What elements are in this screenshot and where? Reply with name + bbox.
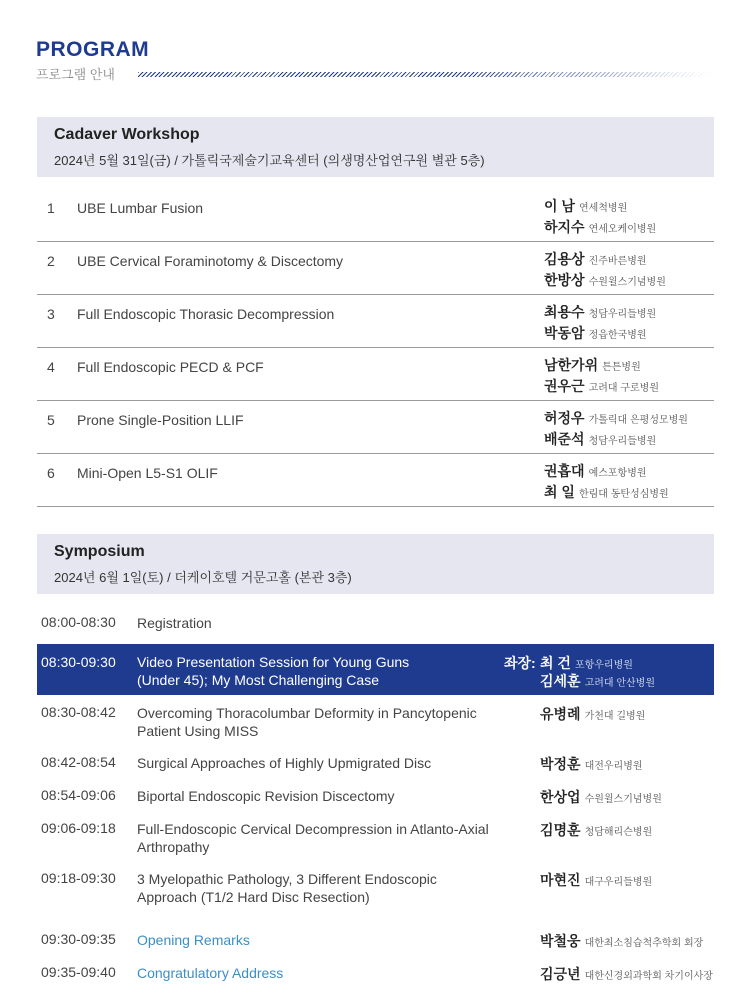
- session-time: 09:06-09:18: [41, 820, 116, 836]
- instructor: [544, 217, 656, 237]
- row-topic: Full Endoscopic Thorasic Decompression: [77, 306, 335, 322]
- row-number: 3: [47, 306, 55, 322]
- session-topic-line: Video Presentation Session for Young Guns: [137, 654, 410, 670]
- instructor: [544, 482, 669, 502]
- speaker-name: 박정훈: [540, 756, 581, 772]
- instructor-affiliation: 정읍한국병원: [588, 330, 647, 341]
- speaker-affiliation: 대전우리병원: [584, 761, 643, 772]
- row-topic: Full Endoscopic PECD & PCF: [77, 359, 264, 375]
- workshop-row: [37, 188, 714, 242]
- instructor-affiliation: 예스포항병원: [588, 468, 647, 479]
- instructor-name: 권우근: [544, 378, 585, 394]
- speaker-name: 한상업: [540, 789, 581, 805]
- instructor: [544, 196, 627, 216]
- speaker-affiliation: 가천대 길병원: [584, 711, 646, 722]
- session-topic: 3 Myelopathic Pathology, 3 Different Endoscopic Approach (T1/2 Hard Disc Resection): [137, 871, 437, 905]
- chair-affiliation: 고려대 안산병원: [584, 678, 655, 689]
- symposium-header: [37, 534, 714, 594]
- workshop-row: [37, 294, 714, 348]
- chair-affiliation: 포항우리병원: [574, 660, 633, 671]
- speaker: [540, 787, 662, 807]
- chairperson: [540, 653, 633, 673]
- page-subtitle: 프로그램 안내: [36, 67, 115, 82]
- symposium-title: Symposium: [54, 543, 145, 560]
- session-topic: Opening Remarks: [137, 932, 250, 948]
- instructor: [544, 302, 656, 322]
- header-divider: [138, 72, 714, 77]
- session-time: 09:35-09:40: [41, 964, 116, 980]
- workshop-row: [37, 241, 714, 295]
- speaker: [540, 964, 713, 984]
- session-topic-line: (Under 45); My Most Challenging Case: [137, 672, 379, 688]
- session-topic: Full-Endoscopic Cervical Decompression in Atlanto-Axial Arthropathy: [137, 821, 489, 855]
- speaker-name: 마현진: [540, 872, 581, 888]
- row-number: 4: [47, 359, 55, 375]
- workshop-row: [37, 400, 714, 454]
- session-topic: Overcoming Thoracolumbar Deformity in Pancytopenic Patient Using MISS: [137, 705, 477, 739]
- instructor-name: 배준석: [544, 431, 585, 447]
- speaker-affiliation: 대구우리들병원: [584, 877, 653, 888]
- speaker-affiliation: 대한신경외과학회 차기이사장: [584, 971, 713, 982]
- instructor-name: 김용상: [544, 251, 585, 267]
- instructor-name: 박동암: [544, 325, 585, 341]
- instructor: [544, 376, 659, 396]
- row-topic: Prone Single-Position LLIF: [77, 412, 244, 428]
- session-time: 09:18-09:30: [41, 870, 116, 886]
- instructor-affiliation: 청담우리들병원: [588, 309, 657, 320]
- session-time: 08:30-09:30: [41, 654, 116, 670]
- instructor: [544, 408, 688, 428]
- instructor: [544, 429, 656, 449]
- speaker: [540, 820, 652, 840]
- instructor: [544, 270, 666, 290]
- instructor: [544, 355, 641, 375]
- workshop-header: [37, 117, 714, 177]
- instructor-affiliation: 튼튼병원: [602, 362, 641, 373]
- speaker-affiliation: 수원윌스기념병원: [584, 794, 662, 805]
- session-time: 08:54-09:06: [41, 787, 116, 803]
- workshop-row: [37, 453, 714, 507]
- speaker-name: 김긍년: [540, 966, 581, 982]
- speaker-affiliation: 청담해리슨병원: [584, 827, 653, 838]
- instructor-name: 남한가위: [544, 357, 599, 373]
- workshop-row: [37, 347, 714, 401]
- instructor-affiliation: 연세척병원: [578, 203, 628, 214]
- instructor-affiliation: 진주바른병원: [588, 256, 647, 267]
- row-topic: UBE Lumbar Fusion: [77, 200, 204, 216]
- instructor: [544, 461, 647, 481]
- speaker: [540, 931, 703, 951]
- speaker: [540, 754, 643, 774]
- page-title: PROGRAM: [36, 38, 150, 61]
- instructor-affiliation: 한림대 동탄성심병원: [578, 489, 669, 500]
- speaker-affiliation: 대한최소침습척추학회 회장: [584, 938, 704, 949]
- session-topic: Registration: [137, 615, 212, 631]
- speaker-name: 박철웅: [540, 933, 581, 949]
- instructor-name: 하지수: [544, 219, 585, 235]
- chair-name: 최 건: [540, 655, 571, 671]
- instructor-affiliation: 연세오케이병원: [588, 224, 657, 235]
- instructor-name: 최 일: [544, 484, 575, 500]
- speaker: [540, 704, 645, 724]
- speaker-name: 김명훈: [540, 822, 581, 838]
- row-number: 6: [47, 465, 55, 481]
- session-time: 08:30-08:42: [41, 704, 116, 720]
- chair-name: 김세훈: [540, 673, 581, 689]
- row-topic: Mini-Open L5-S1 OLIF: [77, 465, 218, 481]
- row-topic: UBE Cervical Foraminotomy & Discectomy: [77, 253, 344, 269]
- speaker-name: 유병례: [540, 706, 581, 722]
- row-number: 1: [47, 200, 55, 216]
- instructor-affiliation: 가톨릭대 은평성모병원: [588, 415, 688, 426]
- instructor-affiliation: 청담우리들병원: [588, 436, 657, 447]
- instructor-name: 한방상: [544, 272, 585, 288]
- symposium-date-venue: 2024년 6월 1일(토) / 더케이호텔 거문고홀 (본관 3층): [54, 570, 352, 585]
- speaker: [540, 870, 652, 890]
- instructor: [544, 323, 647, 343]
- instructor-affiliation: 수원윌스기념병원: [588, 277, 666, 288]
- chair-label: 좌장:: [504, 655, 536, 671]
- session-time: 09:30-09:35: [41, 931, 116, 947]
- row-number: 2: [47, 253, 55, 269]
- instructor-name: 허정우: [544, 410, 585, 426]
- workshop-title: Cadaver Workshop: [54, 126, 200, 143]
- instructor-name: 최용수: [544, 304, 585, 320]
- session-topic: Congratulatory Address: [137, 965, 284, 981]
- session-time: 08:00-08:30: [41, 614, 116, 630]
- chairperson: [540, 671, 655, 691]
- row-number: 5: [47, 412, 55, 428]
- session-time: 08:42-08:54: [41, 754, 116, 770]
- session-topic: Biportal Endoscopic Revision Discectomy: [137, 788, 395, 804]
- instructor: [544, 249, 647, 269]
- instructor-name: 권흡대: [544, 463, 585, 479]
- session-topic: [137, 653, 497, 689]
- instructor-name: 이 남: [544, 198, 575, 214]
- instructor-affiliation: 고려대 구로병원: [588, 383, 659, 394]
- workshop-date-venue: 2024년 5월 31일(금) / 가톨릭국제술기교육센터 (의생명산업연구원 별관 5층): [54, 153, 485, 168]
- highlighted-session: [37, 644, 714, 695]
- session-topic: Surgical Approaches of Highly Upmigrated Disc: [137, 755, 432, 771]
